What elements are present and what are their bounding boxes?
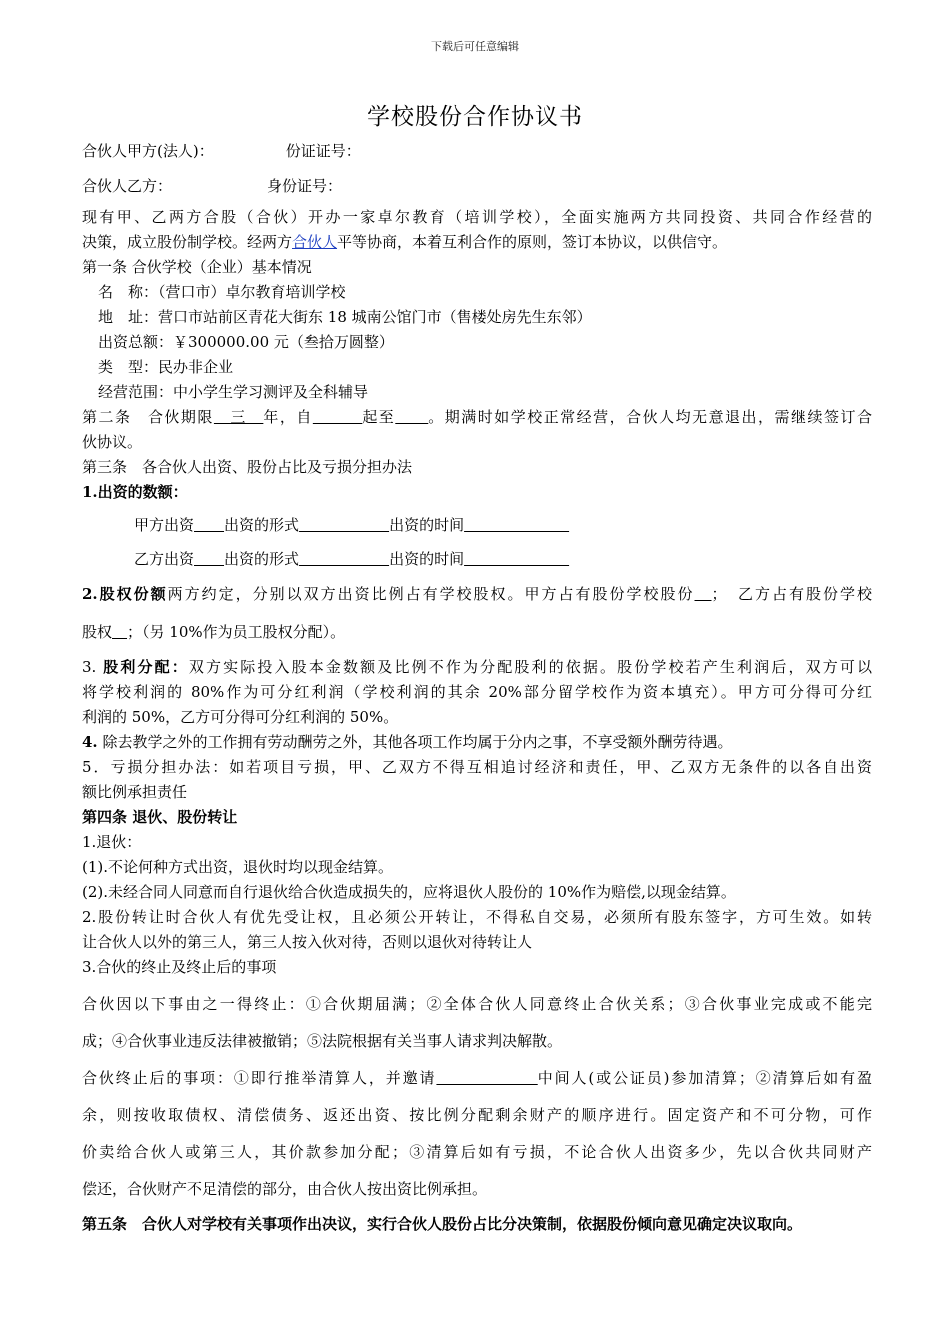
- article2-text: 。期满时如学校正常经营，合伙人均无意退出，需继续签订合: [428, 408, 872, 426]
- withdrawal-title: 1.退伙：: [82, 833, 142, 851]
- post-termination-line-4: 偿还，合伙财产不足清偿的部分，由合伙人按出资比例承担。: [82, 1180, 488, 1198]
- dividend-text: 双方实际投入股本金数额及比例不作为分配股利的依据。股份学校若产生利润后，双方可以: [188, 658, 872, 676]
- party-b-share-blank: [112, 623, 127, 641]
- party-a-label: 合伙人甲方(法人)：: [82, 142, 214, 160]
- party-b-line: [82, 174, 872, 199]
- article4-heading: 第四条 退伙、股份转让: [82, 808, 238, 826]
- page-header: 下载后可任意编辑: [431, 40, 519, 53]
- article2-line-2: 伙协议。: [82, 433, 143, 451]
- school-type: 类 型：民办非企业: [98, 358, 234, 376]
- mediator-blank: [436, 1069, 537, 1087]
- termination-causes-line-2: 成；④合伙事业违反法律被撤销；⑤法院根据有关当事人请求判决解散。: [82, 1032, 563, 1050]
- party-b-label: 合伙人乙方：: [82, 177, 173, 195]
- field-label: 出资的形式: [224, 550, 300, 568]
- party-b-form-blank: [299, 550, 389, 568]
- school-address: 地 址：营口市站前区青花大街东 18 城南公馆门市（售楼处房先生东邻）: [98, 308, 592, 326]
- article2-text: 年，自: [263, 408, 313, 426]
- business-scope: 经营范围：中小学生学习测评及全科辅导: [98, 383, 369, 401]
- end-date-blank: [395, 408, 428, 426]
- party-a-share-blank: [695, 585, 712, 603]
- intro-line-2: [82, 230, 872, 255]
- field-label: 乙方出资: [134, 550, 195, 568]
- dividend-line-1: [82, 655, 872, 680]
- loss-sharing-line-2: 额比例承担责任: [82, 783, 188, 801]
- dividend-line-2: 将学校利润的 80%作为可分红利润（学校利润的其余 20%部分留学校作为资本填充）。甲方可分得可分红: [82, 683, 872, 701]
- remuneration-number: 4.: [82, 733, 98, 751]
- party-a-id-label: 份证证号：: [285, 142, 361, 160]
- withdrawal-item-1: (1).不论何种方式出资，退伙时均以现金结算。: [82, 858, 394, 876]
- intro-text-pre: 决策，成立股份制学校。经两方: [82, 233, 293, 251]
- field-label: 出资的时间: [389, 516, 465, 534]
- party-b-time-blank: [464, 550, 569, 568]
- intro-line-1: 现有甲、乙两方合股（合伙）开办一家卓尔教育（培训学校），全面实施两方共同投资、共同合作经营的: [82, 208, 872, 226]
- party-a-capital-line: [134, 513, 924, 538]
- equity-share-line-2: [82, 620, 872, 645]
- partner-link[interactable]: 合伙人: [292, 233, 338, 251]
- post-termination-line-3: 价卖给合伙人或第三人，其价款参加分配；③清算后如有亏损，不论合伙人出资多少，先以合伙共同财产: [82, 1143, 872, 1161]
- equity-share-title: 2.股权份额: [82, 585, 168, 603]
- post-termination-line-1: [82, 1066, 872, 1091]
- termination-causes-line-1: 合伙因以下事由之一得终止：①合伙期届满；②全体合伙人同意终止合伙关系；③合伙事业完成或不能完: [82, 995, 872, 1013]
- total-capital: 出资总额：￥300000.00 元（叁拾万圆整）: [98, 333, 394, 351]
- equity-share-text: ； 乙方占有股份学校: [711, 585, 872, 603]
- party-b-capital-line: [134, 547, 924, 572]
- capital-amount-title: 1.出资的数额：: [82, 483, 188, 501]
- equity-share-text: 两方约定，分别以双方出资比例占有学校股权。甲方占有股份学校股份: [167, 585, 695, 603]
- intro-text-post: 平等协商，本着互利合作的原则，签订本协议，以供信守。: [337, 233, 728, 251]
- post-termination-text: 合伙终止后的事项：①即行推举清算人，并邀请: [82, 1069, 437, 1087]
- termination-title: 3.合伙的终止及终止后的事项: [82, 958, 277, 976]
- article2-text: 起至: [362, 408, 396, 426]
- article2-label: 第二条 合伙期限: [82, 408, 214, 426]
- post-termination-line-2: 余，则按收取债权、清偿债务、返还出资、按比例分配剩余财产的顺序进行。固定资产和不可分物，可作: [82, 1106, 872, 1124]
- article5-text: 第五条 合伙人对学校有关事项作出决议，实行合伙人股份占比分决策制，依据股份倾向意见确定决议取向。: [82, 1215, 803, 1233]
- post-termination-text: 中间人(或公证员)参加清算；②清算后如有盈: [537, 1069, 872, 1087]
- dividend-line-3: 利润的 50%，乙方可分得可分红利润的 50%。: [82, 708, 399, 726]
- start-date-blank: [313, 408, 362, 426]
- equity-share-text: 股权: [82, 623, 113, 641]
- article1-heading: 第一条 合伙学校（企业）基本情况: [82, 258, 312, 276]
- party-a-form-blank: [299, 516, 389, 534]
- party-b-id-label: 身份证号：: [267, 177, 343, 195]
- party-a-time-blank: [464, 516, 569, 534]
- field-label: 出资的形式: [224, 516, 300, 534]
- dividend-number: 3.: [82, 658, 97, 676]
- dividend-title: 股利分配：: [103, 658, 189, 676]
- remuneration-line: [82, 730, 872, 755]
- equity-share-text: ；（另 10%作为员工股权分配）。: [127, 623, 346, 641]
- field-label: 甲方出资: [134, 516, 195, 534]
- withdrawal-item-2: (2).未经合同人同意而自行退伙给合伙造成损失的，应将退伙人股份的 10%作为赔偿,以现金结算。: [82, 883, 736, 901]
- school-name: 名 称：（营口市）卓尔教育培训学校: [98, 283, 346, 301]
- equity-share-line-1: [82, 582, 872, 607]
- article3-heading: 第三条 各合伙人出资、股份占比及亏损分担办法: [82, 458, 413, 476]
- article2-line-1: [82, 405, 872, 430]
- party-b-amount-blank: [194, 550, 224, 568]
- term-years: 三: [213, 408, 264, 426]
- party-a-amount-blank: [194, 516, 224, 534]
- share-transfer-line-2: 让合伙人以外的第三人，第三人按入伙对待，否则以退伙对待转让人: [82, 933, 533, 951]
- field-label: 出资的时间: [389, 550, 465, 568]
- party-a-line: [82, 139, 872, 164]
- share-transfer-line-1: 2.股份转让时合伙人有优先受让权，且必须公开转让，不得私自交易，必须所有股东签字，方可生效。如转: [82, 908, 872, 926]
- loss-sharing-line-1: 5．亏损分担办法：如若项目亏损，甲、乙双方不得互相追讨经济和责任，甲、乙双方无条件的以各自出资: [82, 758, 872, 776]
- remuneration-text: 除去教学之外的工作拥有劳动酬劳之外，其他各项工作均属于分内之事，不享受额外酬劳待遇。: [102, 733, 733, 751]
- document-title: 学校股份合作协议书: [367, 104, 583, 130]
